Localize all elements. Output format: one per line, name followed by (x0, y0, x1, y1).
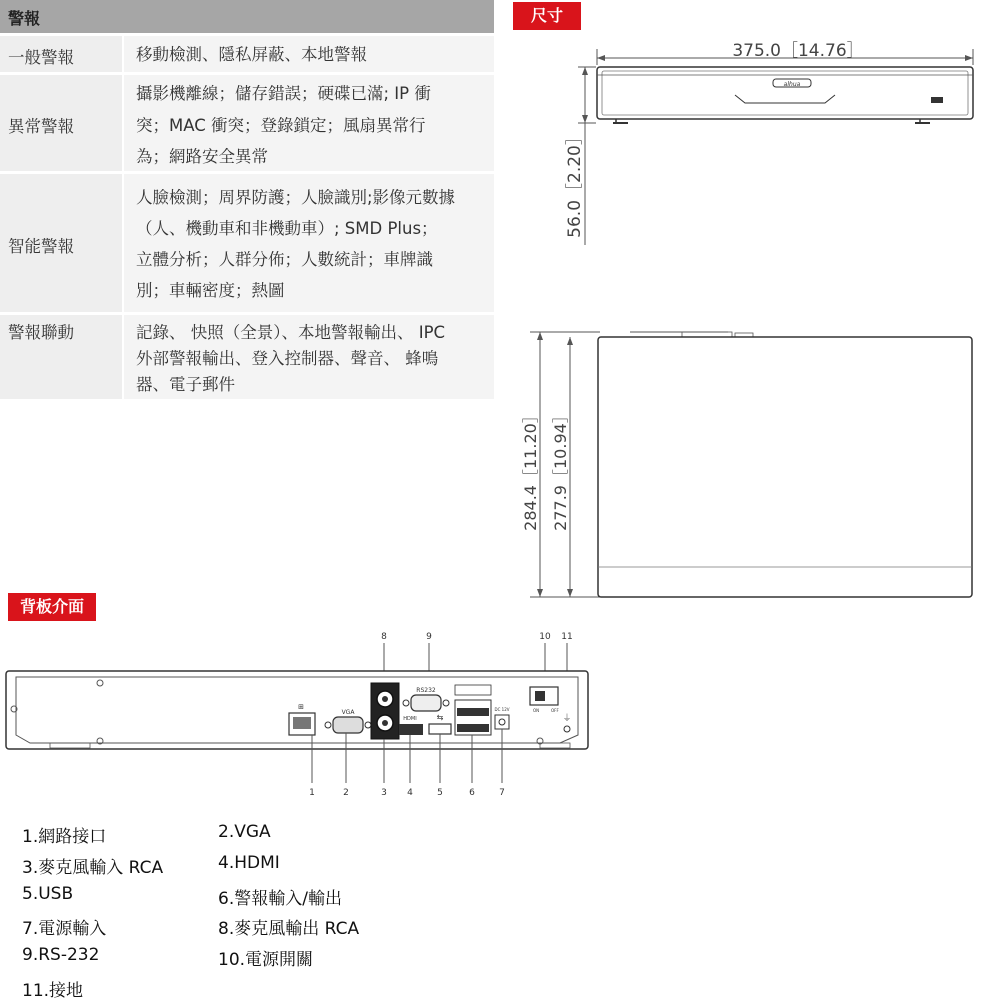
callout-3: 3 (381, 788, 387, 798)
callout-7: 7 (499, 788, 505, 798)
callout-6: 6 (469, 788, 475, 798)
ground-icon: ⏚ (562, 714, 572, 724)
callout-5: 5 (437, 788, 443, 798)
callout-4: 4 (407, 788, 413, 798)
dimensions-title: 尺寸 (513, 2, 581, 30)
hdmi-port (399, 724, 423, 735)
callout-1: 1 (309, 788, 315, 798)
legend-item: 4.HDMI (218, 853, 280, 873)
row-value-line: 突；MAC 衝突；登錄鎖定；風扇異常行 (136, 116, 426, 135)
row-label: 警報聯動 (8, 323, 74, 342)
row-value-line: 立體分析；人群分佈；人數統計；車牌識 (136, 250, 433, 269)
power-input (495, 715, 509, 729)
callout-2: 2 (343, 788, 349, 798)
legend-item: 8.麥克風輸出 RCA (218, 919, 360, 939)
row-value-line: 移動檢測、隱私屏蔽、本地警報 (136, 45, 367, 64)
dc-label: DC 12V (494, 707, 510, 712)
row-value-line: 人臉檢測；周界防護；人臉識別;影像元數據 (136, 188, 456, 207)
legend-item: 10.電源開關 (218, 950, 314, 970)
legend-item: 1.網路接口 (22, 827, 107, 847)
row-value-line: 為；網路安全異常 (136, 147, 268, 166)
row-value-line: 別；車輛密度；熱圖 (136, 281, 285, 300)
width-dimension: 375.0［14.76］ (732, 41, 864, 61)
row-value-line: 器、電子郵件 (136, 375, 235, 394)
switch-on-label: ON (533, 708, 540, 713)
dimension-drawing (510, 35, 990, 605)
row-value-line: 記錄、 快照（全景）、本地警報輸出、 IPC (136, 323, 446, 342)
brand-logo: alhua (783, 81, 801, 88)
legend-item: 2.VGA (218, 822, 271, 842)
callout-8: 8 (381, 632, 387, 642)
usb-icon: ⇆ (436, 713, 444, 722)
row-value-line: 外部警報輸出、登入控制器、聲音、 蜂鳴 (136, 349, 439, 368)
row-label: 智能警報 (8, 237, 74, 256)
callout-9: 9 (426, 632, 432, 642)
legend-item: 5.USB (22, 884, 74, 904)
table-row (0, 315, 494, 399)
usb-port (429, 724, 451, 734)
callout-11: 11 (561, 632, 573, 642)
row-label: 異常警報 (8, 117, 74, 136)
rs232-label: RS232 (416, 687, 436, 694)
legend-item: 9.RS-232 (22, 945, 100, 965)
rs232-port (411, 695, 441, 711)
legend-item: 7.電源輸入 (22, 919, 107, 939)
depth-inner-dimension: 277.9［10.94］ (551, 407, 570, 531)
row-value-line: （人、機動車和非機動車）; SMD Plus； (136, 219, 438, 238)
callout-10: 10 (539, 632, 551, 642)
alarm-table-title: 警報 (8, 9, 41, 28)
table-row (0, 174, 494, 312)
height-dimension: 56.0［2.20］ (565, 128, 585, 238)
depth-outer-dimension: 284.4［11.20］ (521, 407, 540, 531)
lan-icon: ⊞ (298, 703, 304, 711)
row-label: 一般警報 (8, 48, 74, 67)
table-row (0, 36, 494, 72)
rear-panel-drawing (0, 625, 600, 805)
vga-label: VGA (341, 709, 355, 716)
vga-port (333, 717, 363, 733)
legend-item: 11.接地 (22, 981, 84, 1001)
row-value-line: 攝影機離線；儲存錯誤；硬碟已滿; IP 衝 (136, 84, 431, 103)
legend-item: 6.警報輸入/輸出 (218, 889, 342, 909)
switch-off-label: OFF (551, 708, 559, 713)
hdmi-label: HDMI (403, 716, 417, 722)
rear-panel-title: 背板介面 (8, 593, 96, 621)
table-row (0, 75, 494, 171)
legend-item: 3.麥克風輸入 RCA (22, 858, 164, 878)
alarm-table-header (0, 0, 494, 33)
